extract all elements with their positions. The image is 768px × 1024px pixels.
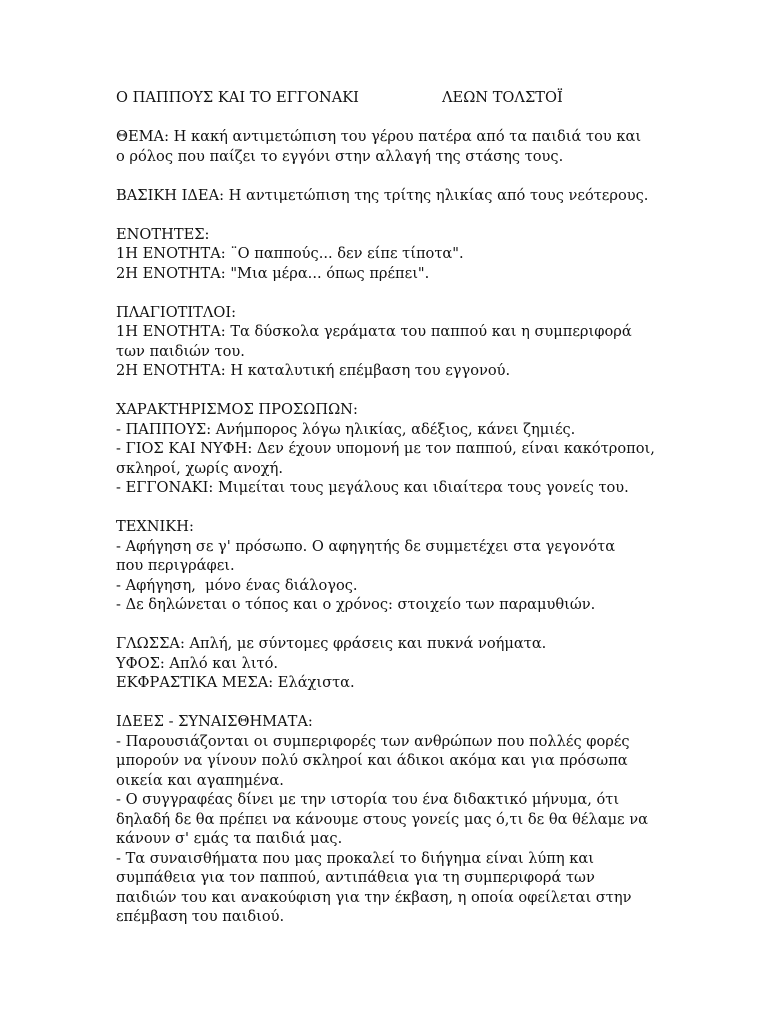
idees-line: - Ο συγγραφέας δίνει με την ιστορία του ένα διδακτικό μήνυμα, ότι <box>116 791 620 808</box>
document-author: ΛΕΩΝ ΤΟΛΣΤΟΪ <box>442 89 563 106</box>
document-title: Ο ΠΑΠΠΟΥΣ ΚΑΙ ΤΟ ΕΓΓΟΝΑΚΙ <box>116 89 359 106</box>
xaraktirismos-heading: ΧΑΡΑΚΤΗΡΙΣΜΟΣ ΠΡΟΣΩΠΩΝ: <box>116 401 358 418</box>
thema-line: ΘΕΜΑ: Η κακή αντιμετώπιση του γέρου πατέρα από τα παιδιά του και <box>116 128 642 145</box>
section-xaraktirismos <box>116 400 656 498</box>
plagiotitloi-line: 1Η ΕΝΟΤΗΤΑ: Τα δύσκολα γεράματα του παππού και η συμπεριφορά <box>116 323 632 340</box>
document-page <box>116 88 656 927</box>
section-idees <box>116 712 656 927</box>
xaraktirismos-line: - ΓΙΟΣ ΚΑΙ ΝΥΦΗ: Δεν έχουν υπομονή με τον παππού, είναι κακότροποι, <box>116 440 655 457</box>
spacer <box>116 498 656 518</box>
idees-line: μπορούν να γίνουν πολύ σκληροί και άδικοι ακόμα και για πρόσωπα <box>116 752 628 769</box>
texniki-line: - Δε δηλώνεται ο τόπος και ο χρόνος: στοιχείο των παραμυθιών. <box>116 596 596 613</box>
section-plagiotitloi <box>116 303 656 381</box>
texniki-line: που περιγράφει. <box>116 557 235 574</box>
idees-line: - Τα συναισθήματα που μας προκαλεί το διήγημα είναι λύπη και <box>116 849 594 867</box>
spacer <box>116 381 656 401</box>
glossa-line: ΓΛΩΣΣΑ: Απλή, με σύντομες φράσεις και πυκνά νοήματα. <box>116 635 547 652</box>
idees-line: κάνουν σ' εμάς τα παιδιά μας. <box>116 830 343 847</box>
idees-line: - Παρουσιάζονται οι συμπεριφορές των ανθρώπων που πολλές φορές <box>116 732 630 750</box>
section-basiki-idea <box>116 186 656 206</box>
title-line <box>116 88 656 108</box>
thema-line: ο ρόλος που παίζει το εγγόνι στην αλλαγή της στάσης τους. <box>116 147 564 165</box>
plagiotitloi-heading: ΠΛΑΓΙΟΤΙΤΛΟΙ: <box>116 303 237 321</box>
idees-line: συμπάθεια για τον παππού, αντιπάθεια για τη συμπεριφορά των <box>116 869 595 886</box>
section-texniki <box>116 517 656 615</box>
spacer <box>116 615 656 635</box>
texniki-line: - Αφήγηση, μόνο ένας διάλογος. <box>116 576 358 594</box>
section-enotites <box>116 225 656 284</box>
plagiotitloi-line: των παιδιών του. <box>116 342 245 360</box>
enotites-line: 2Η ΕΝΟΤΗΤΑ: "Μια μέρα... όπως πρέπει". <box>116 264 430 282</box>
idees-line: δηλαδή δε θα πρέπει να κάνουμε στους γονείς μας ό,τι δε θα θέλαμε να <box>116 810 648 828</box>
idees-line: παιδιών του και ανακούφιση για την έκβαση, η οποία οφείλεται στην <box>116 888 632 906</box>
enotites-heading: ΕΝΟΤΗΤΕΣ: <box>116 225 210 243</box>
spacer <box>116 693 656 713</box>
section-thema <box>116 127 656 166</box>
yfos-line: ΥΦΟΣ: Απλό και λιτό. <box>116 654 279 672</box>
spacer <box>116 166 656 186</box>
spacer <box>116 283 656 303</box>
section-glossa <box>116 634 656 693</box>
enotites-line: 1Η ΕΝΟΤΗΤΑ: ¨Ο παππούς... δεν είπε τίποτα". <box>116 245 464 262</box>
idees-heading: ΙΔΕΕΣ - ΣΥΝΑΙΣΘΗΜΑΤΑ: <box>116 713 313 730</box>
idees-line: επέμβαση του παιδιού. <box>116 908 285 925</box>
xaraktirismos-line: - ΠΑΠΠΟΥΣ: Ανήμπορος λόγω ηλικίας, αδέξιος, κάνει ζημιές. <box>116 420 576 438</box>
ekfrastika-line: ΕΚΦΡΑΣΤΙΚΑ ΜΕΣΑ: Ελάχιστα. <box>116 674 355 691</box>
xaraktirismos-line: - ΕΓΓΟΝΑΚΙ: Μιμείται τους μεγάλους και ιδιαίτερα τους γονείς του. <box>116 479 629 496</box>
spacer <box>116 205 656 225</box>
basiki-idea-line: ΒΑΣΙΚΗ ΙΔΕΑ: Η αντιμετώπιση της τρίτης ηλικίας από τους νεότερους. <box>116 186 649 204</box>
spacer <box>116 108 656 128</box>
texniki-heading: ΤΕΧΝΙΚΗ: <box>116 518 194 535</box>
plagiotitloi-line: 2Η ΕΝΟΤΗΤΑ: Η καταλυτική επέμβαση του εγγονού. <box>116 362 511 379</box>
texniki-line: - Αφήγηση σε γ' πρόσωπο. Ο αφηγητής δε συμμετέχει στα γεγονότα <box>116 537 616 555</box>
xaraktirismos-line: σκληροί, χωρίς ανοχή. <box>116 459 284 477</box>
idees-line: οικεία και αγαπημένα. <box>116 771 284 789</box>
